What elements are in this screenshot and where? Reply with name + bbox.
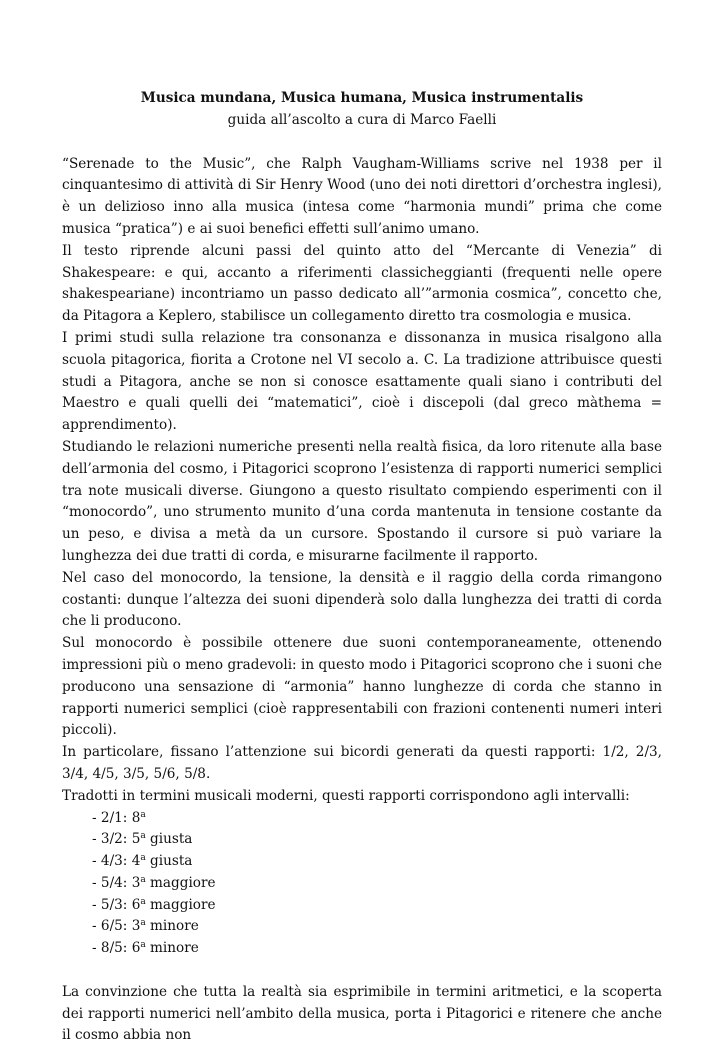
ordinal-superscript: a (140, 853, 146, 864)
paragraph-shakespeare: Il testo riprende alcuni passi del quinto atto del “Mercante di Venezia” di Shakespeare: e qui, accanto a riferimenti classicheggianti (frequenti nelle opere shakespeariane) incontriamo un passo dedicato all’”armonia cosmica”, concetto che, da Pitagora a Keplero, stabilisce un collegamento diretto tra cosmologia e musica. (62, 242, 662, 325)
interval-ratio: - 2/1: 8 (92, 809, 141, 826)
paragraph-harmony: Sul monocordo è possibile ottenere due suoni contemporaneamente, ottenendo impressioni più o meno gradevoli: in questo modo i Pitagorici scoprono che i suoni che producono una sensazione di “armonia” hanno lunghezze di corda che stanno in rapporti numerici semplici (cioè rappresentabili con frazioni contenenti numeri interi piccoli). (62, 635, 662, 739)
interval-ratio: - 5/4: 3 (92, 874, 141, 891)
interval-quality: minore (145, 940, 199, 957)
interval-ratio: - 6/5: 3 (92, 918, 141, 935)
interval-list (62, 808, 662, 961)
interval-ratio: - 5/3: 6 (92, 896, 141, 913)
interval-ratio: - 4/3: 4 (92, 853, 141, 870)
document-page (62, 88, 662, 1047)
interval-quality: maggiore (145, 874, 216, 891)
interval-quality: maggiore (145, 896, 216, 913)
paragraph-intervals-intro: Tradotti in termini musicali moderni, questi rapporti corrispondono agli intervalli: (62, 787, 630, 804)
ordinal-superscript: a (140, 940, 146, 951)
list-item (92, 873, 662, 895)
paragraph-spacer (62, 960, 662, 982)
paragraph-serenade: “Serenade to the Music”, che Ralph Vaugham-Williams scrive nel 1938 per il cinquantesimo di attività di Sir Henry Wood (uno dei noti direttori d’orchestra inglesi), è un delizioso inno alla musica (intesa come “harmonia mundi” prima che come musica “pratica”) e ai suoi benefici effetti sull’animo umano. (62, 155, 662, 237)
document-title: Musica mundana, Musica humana, Musica instrumentalis (140, 90, 584, 106)
ordinal-superscript: a (140, 896, 146, 907)
ordinal-superscript: a (140, 874, 146, 885)
ordinal-superscript: a (140, 918, 146, 929)
paragraph-monochord: Studiando le relazioni numeriche presenti nella realtà fisica, da loro ritenute alla base dell’armonia del cosmo, i Pitagorici scoprono l’esistenza di rapporti numerici semplici tra note musicali diverse. Giungono a questo risultato compiendo esperimenti con il “monocordo”, uno strumento munito d’una corda mantenuta in tensione costante da un peso, e divisa a metà da un cursore. Spostando il cursore si può variare la lunghezza dei due tratti di corda, e misurarne facilmente il rapporto. (62, 438, 662, 564)
list-item (92, 851, 662, 873)
interval-ratio: - 3/2: 5 (92, 831, 141, 848)
list-item (92, 895, 662, 917)
interval-quality: minore (145, 918, 199, 935)
ordinal-superscript: a (140, 809, 146, 820)
document-subtitle: guida all’ascolto a cura di Marco Faelli (227, 111, 497, 128)
paragraph-string-length: Nel caso del monocordo, la tensione, la densità e il raggio della corda rimangono costanti: dunque l’altezza dei suoni dipenderà solo dalla lunghezza dei tratti di corda che li producono. (62, 569, 662, 630)
interval-quality: giusta (145, 853, 193, 870)
list-item (92, 916, 662, 938)
list-item (92, 938, 662, 960)
interval-ratio: - 8/5: 6 (92, 940, 141, 957)
paragraph-ratios: In particolare, fissano l’attenzione sui bicordi generati da questi rapporti: 1/2, 2/3, 3/4, 4/5, 3/5, 5/6, 5/8. (62, 744, 662, 782)
paragraph-pythagorean-school: I primi studi sulla relazione tra consonanza e dissonanza in musica risalgono alla scuola pitagorica, fiorita a Crotone nel VI secolo a. C. La tradizione attribuisce questi studi a Pitagora, anche se non si conosce esattamente quali siano i contributi del Maestro e quali quelli dei “matematici”, cioè i discepoli (dal greco màthema = apprendimento). (62, 329, 662, 434)
list-item (92, 808, 662, 830)
interval-quality: giusta (145, 831, 193, 848)
list-item (92, 829, 662, 851)
ordinal-superscript: a (140, 831, 146, 842)
paragraph-cosmos: La convinzione che tutta la realtà sia esprimibile in termini aritmetici, e la scoperta dei rapporti numerici nell’ambito della musica, porta i Pitagorici e ritenere che anche il cosmo abbia non (62, 983, 662, 1044)
